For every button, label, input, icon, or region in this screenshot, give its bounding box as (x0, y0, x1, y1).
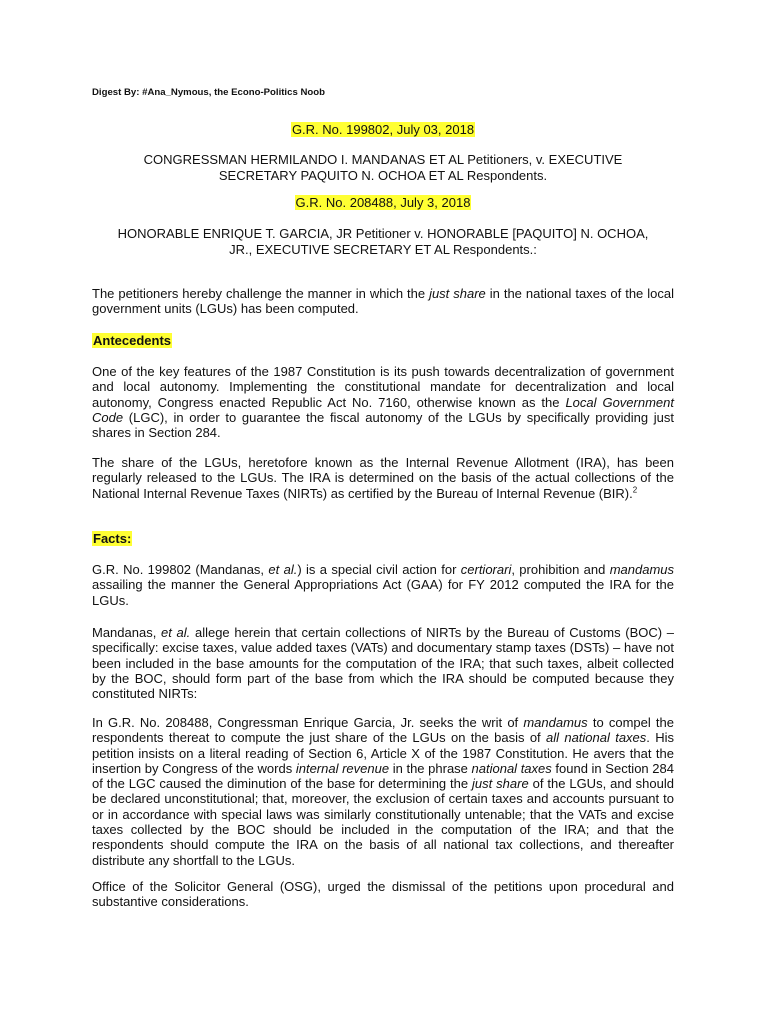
case1-number: G.R. No. 199802, July 03, 2018 (291, 122, 475, 137)
case2-parties: HONORABLE ENRIQUE T. GARCIA, JR Petitioner v. HONORABLE [PAQUITO] N. OCHOA, JR., EXECUTIVE SECRETARY ET AL Respondents.: (117, 226, 649, 257)
footnote-ref: 2 (632, 485, 638, 495)
antecedents-heading: Antecedents (93, 333, 172, 348)
antecedents-paragraph-1: One of the key features of the 1987 Constitution is its push towards decentralization of government and local autonomy. Implementing the constitutional mandate for decentralization and local autonomy, Congress enacted Republic Act No. 7160, otherwise known as the Local Government Code (LGC), in order to guarantee the fiscal autonomy of the LGUs by specifically providing just shares in Section 284. (92, 364, 674, 441)
case2-number: G.R. No. 208488, July 3, 2018 (295, 195, 471, 210)
antecedents-paragraph-2: The share of the LGUs, heretofore known as the Internal Revenue Allotment (IRA), has been regularly released to the LGUs. The IRA is determined on the basis of the actual collections of the National Internal Revenue Taxes (NIRTs) as certified by the Bureau of Internal Revenue (BIR).$^2$ (92, 455, 674, 501)
case1-parties: CONGRESSMAN HERMILANDO I. MANDANAS ET AL Petitioners, v. EXECUTIVE SECRETARY PAQUITO N. OCHOA ET AL Respondents. (143, 152, 623, 183)
facts-paragraph-1: G.R. No. 199802 (Mandanas, et al.) is a special civil action for certiorari, prohibition and mandamus assailing the manner the General Appropriations Act (GAA) for FY 2012 computed the IRA for the LGUs. (92, 562, 675, 608)
facts-heading: Facts: (93, 531, 132, 546)
facts-paragraph-3: In G.R. No. 208488, Congressman Enrique Garcia, Jr. seeks the writ of mandamus to compel the respondents thereat to compute the just share of the LGUs on the basis of all national taxes. His petition insists on a literal reading of Section 6, Article X of the 1987 Constitution. He avers that the insertion by Congress of the words internal revenue in the phrase national taxes found in Section 284 of the LGC caused the diminution of the base for determining the just share of the LGUs, and should be declared unconstitutional; that, moreover, the exclusion of certain taxes and accounts pursuant to or in accordance with special laws was similarly constitutionally untenable; that the VATs and excise taxes collected by the BOC should be included in the computation of the IRA; and that the respondents should compute the IRA on the basis of all national tax collections, and thereafter distribute any shortfall to the LGUs. (92, 715, 675, 868)
intro-paragraph: The petitioners hereby challenge the manner in which the just share in the national taxes of the local government units (LGUs) has been computed. (92, 286, 674, 317)
digest-author-line: Digest By: #Ana_Nymous, the Econo-Politics Noob (92, 87, 325, 98)
facts-paragraph-4: Office of the Solicitor General (OSG), urged the dismissal of the petitions upon procedural and substantive considerations. (92, 879, 674, 910)
facts-paragraph-2: Mandanas, et al. allege herein that certain collections of NIRTs by the Bureau of Customs (BOC) – specifically: excise taxes, value added taxes (VATs) and documentary stamp taxes (DSTs) – have not been included in the base amounts for the computation of the IRA; that such taxes, albeit collected by the BOC, should form part of the base from which the IRA should be computed because they constituted NIRTs: (92, 625, 674, 702)
